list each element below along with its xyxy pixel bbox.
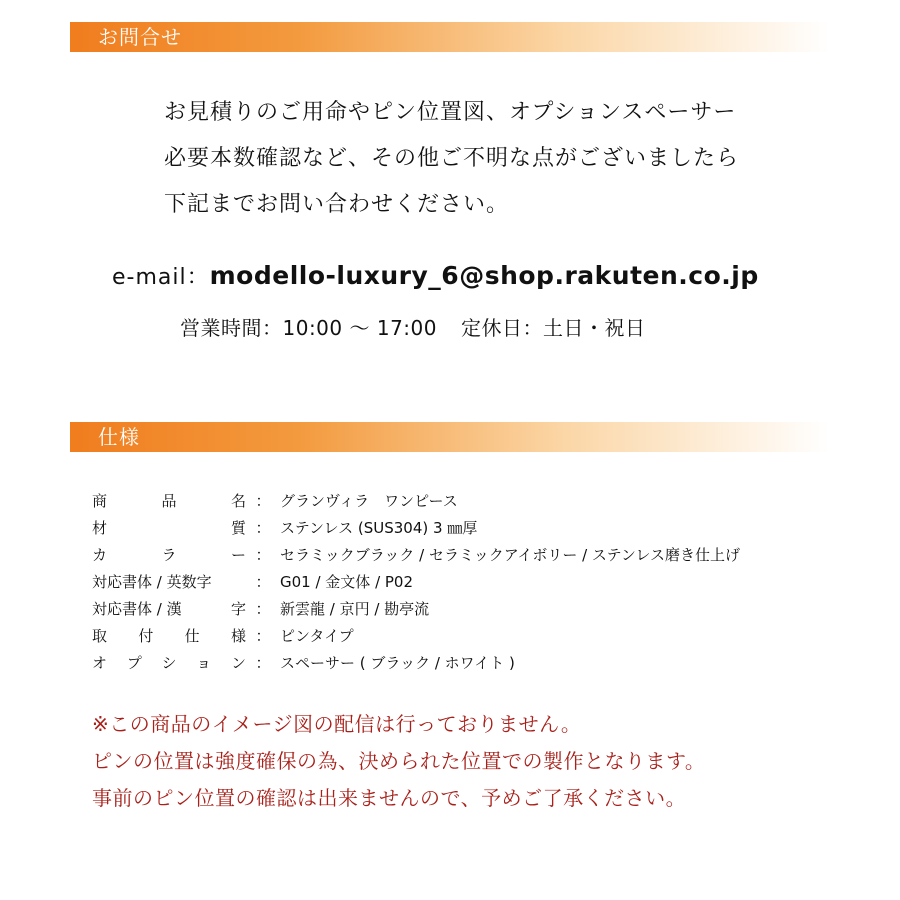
spec-key-part: ラ xyxy=(161,546,177,564)
spec-value: スペーサー ( ブラック / ホワイト ) xyxy=(280,654,515,672)
spec-header-title: 仕様 xyxy=(98,425,140,449)
spec-key xyxy=(92,650,246,677)
holiday-label: 定休日：土日・祝日 xyxy=(461,316,646,340)
email-address: modello-luxury_6@shop.rakuten.co.jp xyxy=(209,261,759,290)
spec-key-part: ョ xyxy=(196,654,212,672)
note-line: ※この商品のイメージ図の配信は行っておりません。 xyxy=(92,712,582,736)
spec-notes xyxy=(92,706,882,817)
spec-key xyxy=(92,569,246,596)
spec-key-part: 品 xyxy=(161,492,177,510)
spec-key-part: プ xyxy=(126,654,142,672)
spec-row xyxy=(92,488,892,515)
spec-row xyxy=(92,515,892,542)
spec-separator: ： xyxy=(255,600,271,618)
spec-row xyxy=(92,650,892,677)
spec-value: セラミックブラック / セラミックアイボリー / ステンレス磨き仕上げ xyxy=(280,546,741,564)
email-line xyxy=(112,258,759,296)
spec-value: グランヴィラ ワンピース xyxy=(280,492,458,510)
spec-key xyxy=(92,623,246,650)
spec-key xyxy=(92,515,246,542)
spec-key-part: 対応書体 / 英数字 xyxy=(92,573,212,591)
business-hours xyxy=(180,312,646,344)
spec-key-part: 様 xyxy=(230,627,246,645)
spec-key-part: 材 xyxy=(92,519,108,537)
spec-key-part: 字 xyxy=(230,600,246,618)
spec-row xyxy=(92,623,892,650)
spec-key-part: ン xyxy=(230,654,246,672)
spec-key-part: 商 xyxy=(92,492,108,510)
email-label: e-mail： xyxy=(112,265,210,290)
spec-section-header xyxy=(70,422,830,452)
spec-key-part: 取 xyxy=(92,627,108,645)
spec-key-part: オ xyxy=(92,654,108,672)
spec-key-part: ー xyxy=(230,546,246,564)
spec-key-part: カ xyxy=(92,546,108,564)
spec-key-part: 名 xyxy=(230,492,246,510)
intro-line: 下記までお問い合わせください。 xyxy=(164,192,510,217)
spec-row xyxy=(92,542,892,569)
intro-line: 必要本数確認など、その他ご不明な点がございましたら xyxy=(164,146,740,171)
contact-header-title: お問合せ xyxy=(98,25,182,49)
intro-line: お見積りのご用命やピン位置図、オプションスペーサー xyxy=(164,100,737,125)
contact-intro xyxy=(164,90,844,228)
spec-list xyxy=(92,488,892,677)
spec-key-part: 付 xyxy=(138,627,154,645)
contact-section-header xyxy=(70,22,830,52)
spec-separator: ： xyxy=(255,492,271,510)
spec-separator: ： xyxy=(255,627,271,645)
spec-separator: ： xyxy=(255,654,271,672)
spec-key xyxy=(92,488,246,515)
note-line: 事前のピン位置の確認は出来ませんので、予めご了承ください。 xyxy=(92,786,687,810)
spec-key xyxy=(92,542,246,569)
spec-separator: ： xyxy=(255,573,271,591)
spec-key xyxy=(92,596,246,623)
spec-separator: ： xyxy=(255,519,271,537)
spec-value: ピンタイプ xyxy=(280,627,354,645)
spec-value: ステンレス (SUS304) 3 ㎜厚 xyxy=(280,519,478,537)
spec-row xyxy=(92,596,892,623)
spec-value: 新雲龍 / 京円 / 勘亭流 xyxy=(280,600,430,618)
spec-row xyxy=(92,569,892,596)
note-line: ピンの位置は強度確保の為、決められた位置での製作となります。 xyxy=(92,749,706,773)
spec-key-part: 対応書体 / 漢 xyxy=(92,600,182,618)
hours-label: 営業時間：10:00 ～ 17:00 xyxy=(180,316,437,340)
spec-key-part: 仕 xyxy=(184,627,200,645)
spec-value: G01 / 金文体 / P02 xyxy=(280,573,414,591)
spec-key-part: 質 xyxy=(230,519,246,537)
spec-key-part: シ xyxy=(161,654,177,672)
spec-separator: ： xyxy=(255,546,271,564)
